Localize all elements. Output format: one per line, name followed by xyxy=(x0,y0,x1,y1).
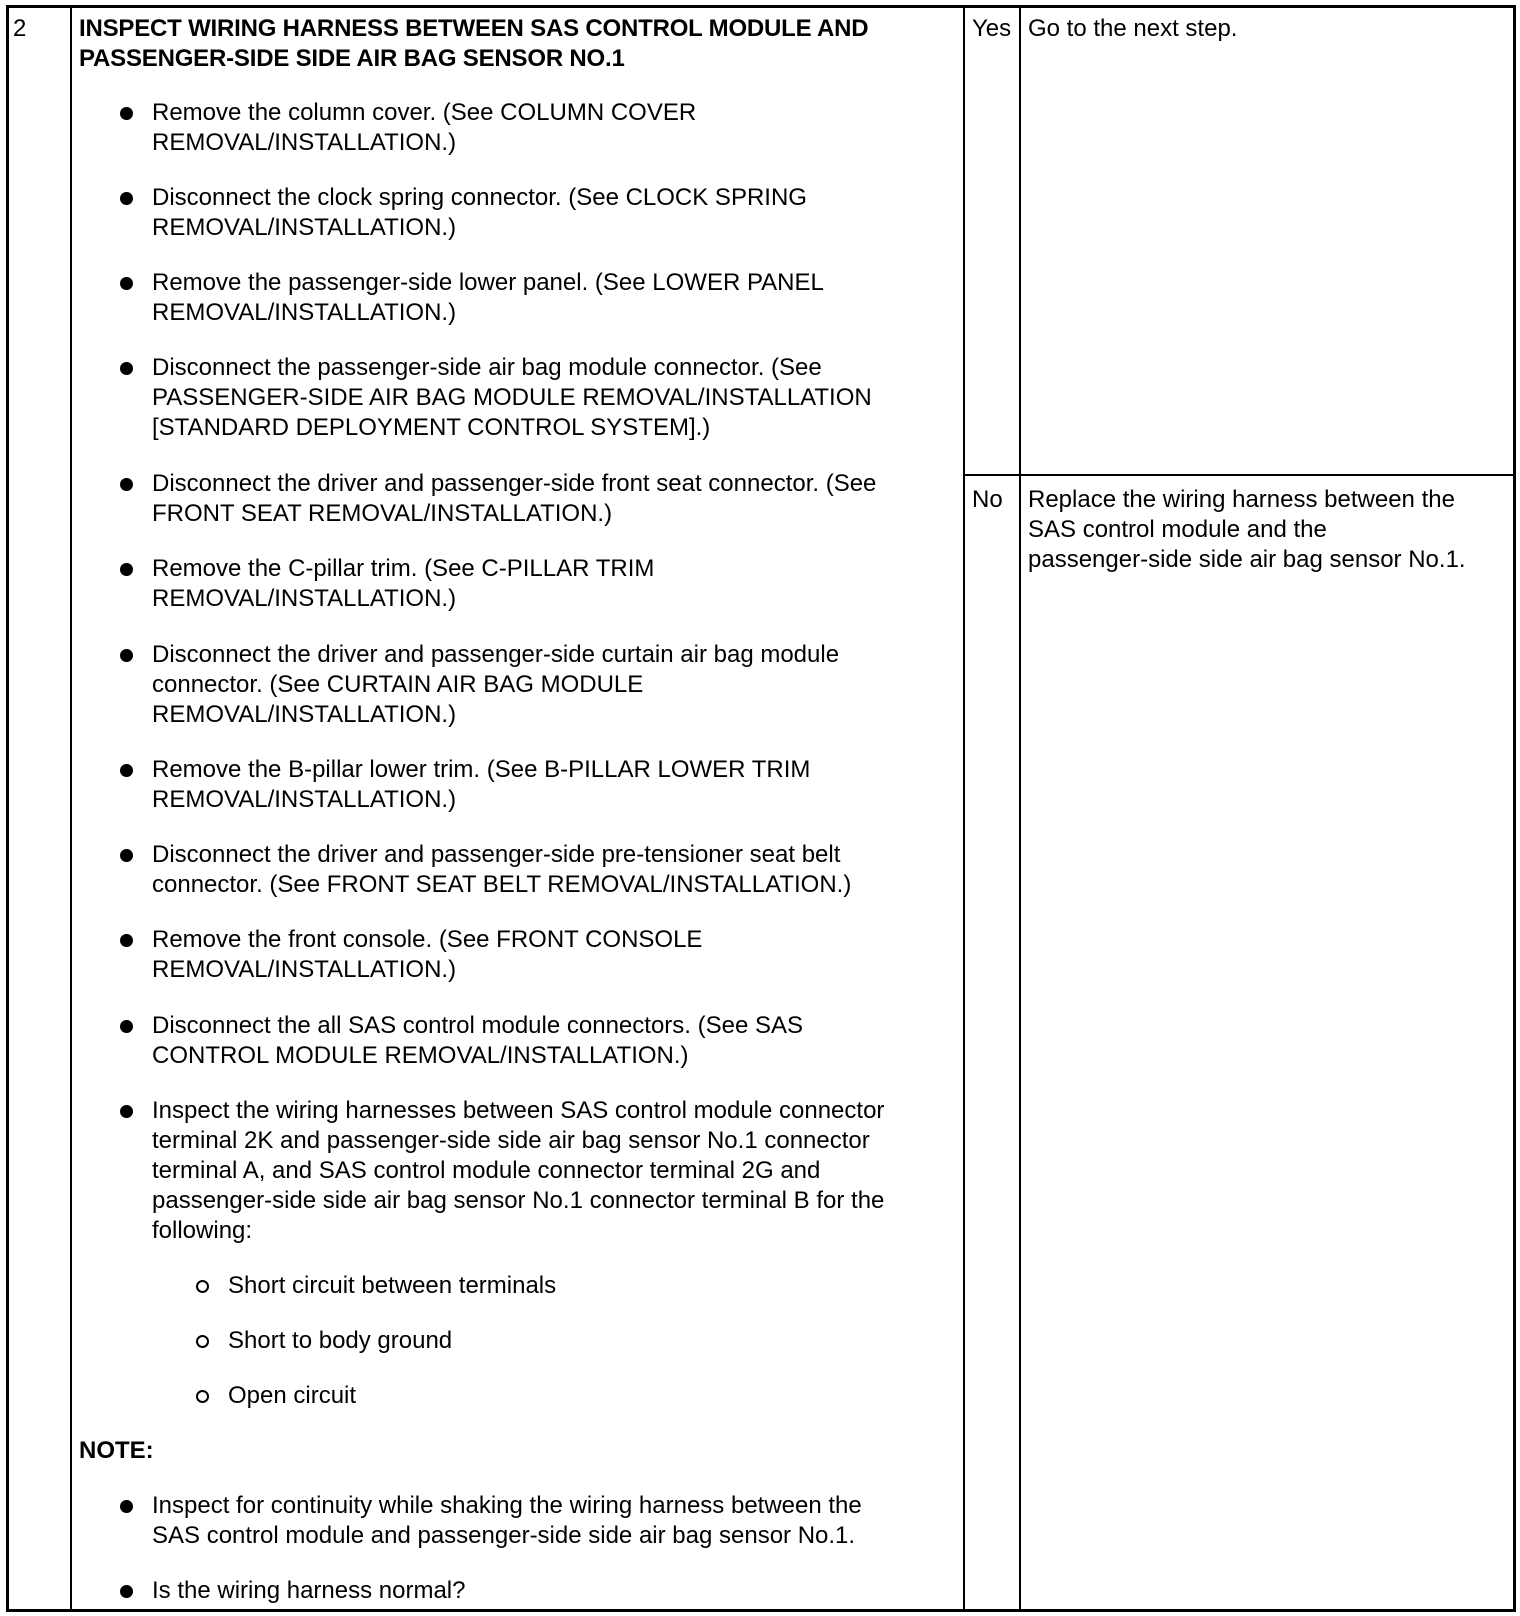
instruction-line: terminal 2K and passenger-side side air bag sensor No.1 connector xyxy=(152,1127,870,1154)
instruction-line: REMOVAL/INSTALLATION.) xyxy=(152,701,457,728)
instruction-line: REMOVAL/INSTALLATION.) xyxy=(152,786,457,813)
bullet-icon xyxy=(120,934,133,947)
no-action-line: SAS control module and the xyxy=(1028,516,1327,543)
instruction-line: Inspect the wiring harnesses between SAS control module connector xyxy=(152,1097,885,1124)
instruction-line: [STANDARD DEPLOYMENT CONTROL SYSTEM].) xyxy=(152,414,711,441)
instruction-line: FRONT SEAT REMOVAL/INSTALLATION.) xyxy=(152,500,613,527)
sub-instruction-line: Open circuit xyxy=(228,1382,357,1409)
bullet-icon xyxy=(120,478,133,491)
column-divider-step xyxy=(70,5,72,1612)
bullet-icon xyxy=(120,649,133,662)
sub-instruction-line: Short to body ground xyxy=(228,1327,453,1354)
yes-action: Go to the next step. xyxy=(1028,15,1238,42)
sub-bullet-icon xyxy=(196,1280,209,1293)
instruction-line: Disconnect the driver and passenger-side front seat connector. (See xyxy=(152,470,877,497)
instruction-line: REMOVAL/INSTALLATION.) xyxy=(152,214,457,241)
instruction-line: terminal A, and SAS control module connector terminal 2G and xyxy=(152,1157,821,1184)
bullet-icon xyxy=(120,192,133,205)
instruction-line: Disconnect the all SAS control module connectors. (See SAS xyxy=(152,1012,803,1039)
no-action-line: passenger-side side air bag sensor No.1. xyxy=(1028,546,1466,573)
instruction-line: following: xyxy=(152,1217,253,1244)
instruction-line: Disconnect the passenger-side air bag module connector. (See xyxy=(152,354,822,381)
column-divider-action xyxy=(963,5,965,1612)
bullet-icon xyxy=(120,1585,133,1598)
instruction-line: REMOVAL/INSTALLATION.) xyxy=(152,299,457,326)
sub-instruction-line: Short circuit between terminals xyxy=(228,1272,557,1299)
bullet-icon xyxy=(120,764,133,777)
note-label: NOTE: xyxy=(79,1437,154,1464)
instruction-line: Inspect for continuity while shaking the wiring harness between the xyxy=(152,1492,862,1519)
instruction-line: REMOVAL/INSTALLATION.) xyxy=(152,129,457,156)
instruction-line: Remove the front console. (See FRONT CONSOLE xyxy=(152,926,703,953)
instruction-line: PASSENGER-SIDE AIR BAG MODULE REMOVAL/INSTALLATION xyxy=(152,384,872,411)
instruction-line: CONTROL MODULE REMOVAL/INSTALLATION.) xyxy=(152,1042,689,1069)
instruction-line: connector. (See FRONT SEAT BELT REMOVAL/INSTALLATION.) xyxy=(152,871,852,898)
sub-bullet-icon xyxy=(196,1390,209,1403)
instruction-line: passenger-side side air bag sensor No.1 connector terminal B for the xyxy=(152,1187,885,1214)
instruction-line: Disconnect the driver and passenger-side curtain air bag module xyxy=(152,641,840,668)
instruction-line: REMOVAL/INSTALLATION.) xyxy=(152,585,457,612)
bullet-icon xyxy=(120,1105,133,1118)
sub-bullet-icon xyxy=(196,1335,209,1348)
no-label: No xyxy=(972,486,1003,513)
bullet-icon xyxy=(120,1020,133,1033)
step-title-line: PASSENGER-SIDE SIDE AIR BAG SENSOR NO.1 xyxy=(79,45,625,72)
instruction-line: Disconnect the driver and passenger-side pre-tensioner seat belt xyxy=(152,841,841,868)
instruction-line: connector. (See CURTAIN AIR BAG MODULE xyxy=(152,671,644,698)
instruction-line: Remove the C-pillar trim. (See C-PILLAR TRIM xyxy=(152,555,655,582)
instruction-line: Is the wiring harness normal? xyxy=(152,1577,466,1604)
row-divider-yes-no xyxy=(963,474,1516,476)
instruction-line: Disconnect the clock spring connector. (See CLOCK SPRING xyxy=(152,184,807,211)
yes-label: Yes xyxy=(972,15,1012,42)
bullet-icon xyxy=(120,563,133,576)
bullet-icon xyxy=(120,1500,133,1513)
no-action xyxy=(1028,485,1466,575)
bullet-icon xyxy=(120,362,133,375)
step-title xyxy=(79,14,868,74)
instruction-line: Remove the B-pillar lower trim. (See B-PILLAR LOWER TRIM xyxy=(152,756,811,783)
instruction-line: Remove the passenger-side lower panel. (See LOWER PANEL xyxy=(152,269,824,296)
column-divider-result xyxy=(1019,5,1021,1612)
instruction-line: SAS control module and passenger-side side air bag sensor No.1. xyxy=(152,1522,856,1549)
step-number: 2 xyxy=(13,15,27,42)
bullet-icon xyxy=(120,107,133,120)
bullet-icon xyxy=(120,277,133,290)
step-title-line: INSPECT WIRING HARNESS BETWEEN SAS CONTROL MODULE AND xyxy=(79,15,869,42)
instruction-line: REMOVAL/INSTALLATION.) xyxy=(152,956,457,983)
bullet-icon xyxy=(120,849,133,862)
instruction-line: Remove the column cover. (See COLUMN COVER xyxy=(152,99,697,126)
no-action-line: Replace the wiring harness between the xyxy=(1028,486,1455,513)
